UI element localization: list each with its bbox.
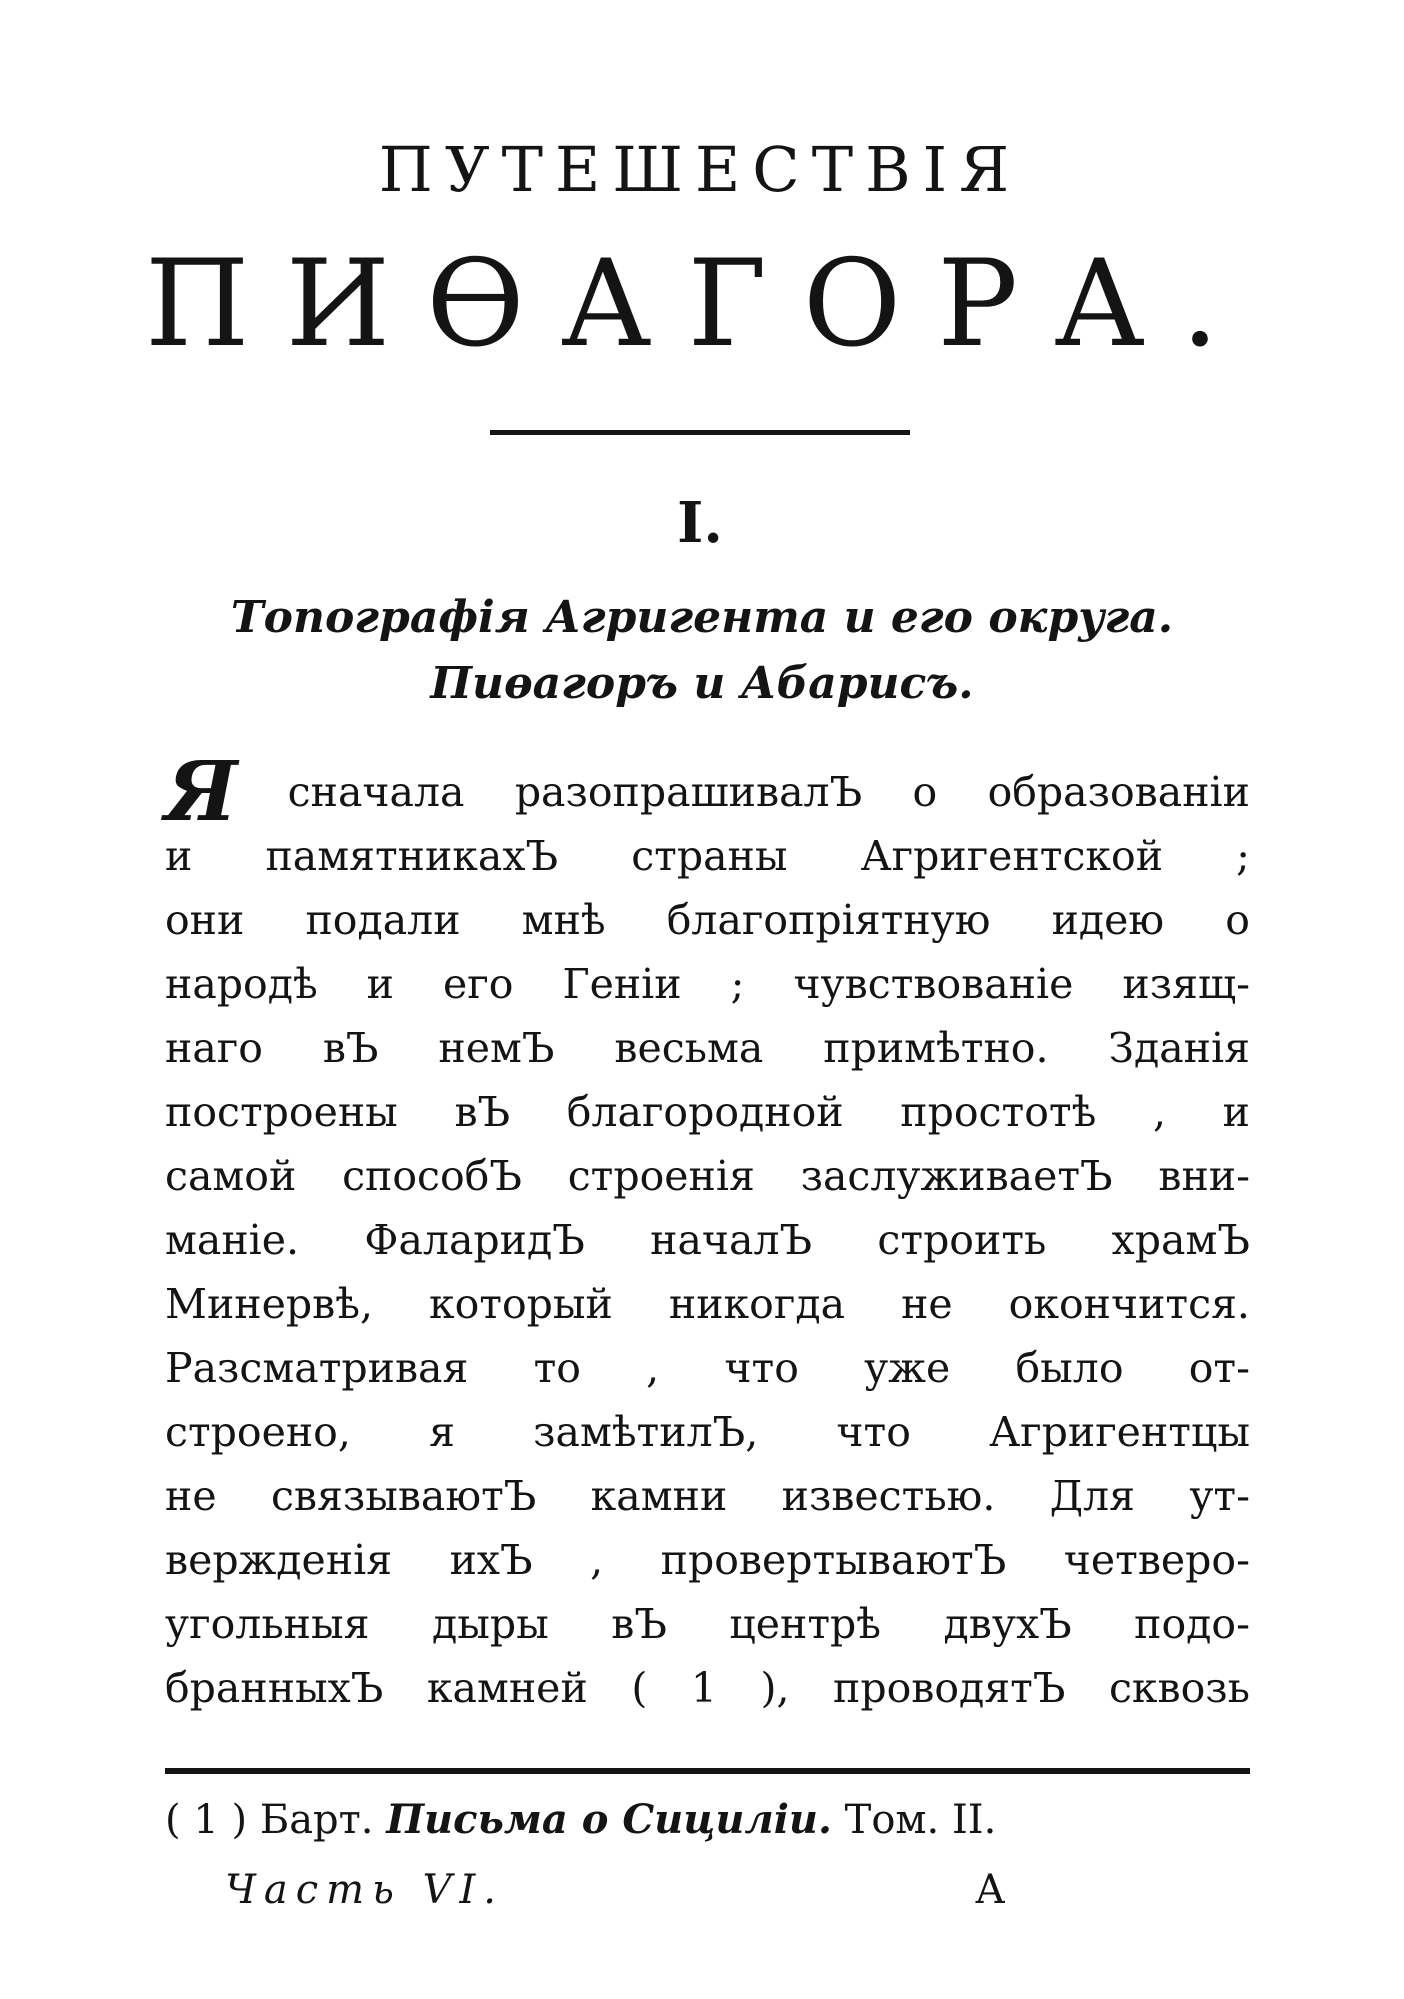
footnote-marker: ( 1 ): [165, 1797, 248, 1843]
body-word: вЪ: [454, 1088, 511, 1136]
body-word: Агригентской: [860, 832, 1164, 880]
body-word: Минервѣ,: [165, 1280, 373, 1328]
body-word: его: [443, 960, 514, 1008]
body-word: и: [1222, 1088, 1250, 1136]
body-word: ФаларидЪ: [364, 1216, 585, 1264]
body-word: 1: [690, 1664, 717, 1712]
body-word: бранныхЪ: [165, 1664, 384, 1712]
body-word: окончится.: [1008, 1280, 1250, 1328]
body-word: четверо-: [1063, 1536, 1250, 1584]
body-word: чувствованіе: [793, 960, 1074, 1008]
body-word: подали: [305, 896, 461, 944]
body-line: [165, 1464, 1250, 1528]
body-word: (: [631, 1664, 648, 1712]
body-word: от-: [1188, 1344, 1250, 1392]
body-word: примѣтно.: [823, 1024, 1049, 1072]
body-word: сквозь: [1108, 1664, 1250, 1712]
body-word: Для: [1049, 1472, 1135, 1520]
title-line-pythagoras: ПИѲАГОРА.: [144, 235, 1256, 374]
body-word: камней: [426, 1664, 588, 1712]
body-text: [165, 744, 1250, 1720]
body-word: вержденія: [165, 1536, 393, 1584]
body-word: Агригентцы: [989, 1408, 1250, 1456]
footnote-work: Письма о Сициліи.: [386, 1796, 832, 1843]
body-word: угольныя: [165, 1600, 370, 1648]
body-word: известью.: [781, 1472, 996, 1520]
chapter-title-line-1: Топографія Агригента и его округа.: [230, 592, 1174, 643]
body-word: страны: [631, 832, 788, 880]
body-word: ),: [760, 1664, 790, 1712]
signature-part: Часть VI.: [225, 1867, 504, 1913]
body-word: вЪ: [322, 1024, 379, 1072]
body-word: маніе.: [165, 1216, 300, 1264]
body-word: что: [836, 1408, 911, 1456]
body-word: ихЪ: [449, 1536, 533, 1584]
body-line: [165, 1080, 1250, 1144]
body-word: было: [1015, 1344, 1124, 1392]
body-line: [165, 1016, 1250, 1080]
footnote-volume: Том. II.: [844, 1797, 997, 1843]
chapter-number: I.: [677, 490, 723, 556]
body-word: изящ-: [1122, 960, 1250, 1008]
chapter-title-line-2: Пиѳагоръ и Абарисъ.: [430, 658, 974, 709]
body-word: связываютЪ: [270, 1472, 537, 1520]
body-word: построены: [165, 1088, 398, 1136]
body-word: Геніи: [562, 960, 682, 1008]
body-word: простотѣ: [900, 1088, 1097, 1136]
body-word: заслуживаетЪ: [800, 1152, 1113, 1200]
body-word: не: [165, 1472, 217, 1520]
signature-sheet: А: [975, 1867, 1006, 1913]
body-word: началЪ: [650, 1216, 813, 1264]
body-word: идею: [1051, 896, 1165, 944]
body-word: народѣ: [165, 960, 318, 1008]
body-line: [165, 1656, 1250, 1720]
body-word: способЪ: [342, 1152, 522, 1200]
body-line: [165, 1400, 1250, 1464]
body-word: Я: [165, 744, 238, 840]
body-word: я: [429, 1408, 455, 1456]
body-line: [165, 1592, 1250, 1656]
body-word: ;: [730, 960, 745, 1008]
body-line: [165, 744, 1250, 840]
footnote-author: Барт.: [259, 1797, 374, 1843]
body-word: который: [429, 1280, 613, 1328]
body-word: о: [912, 768, 938, 816]
body-word: ут-: [1189, 1472, 1250, 1520]
body-word: ,: [1152, 1088, 1166, 1136]
body-word: памятникахЪ: [265, 832, 559, 880]
title-line-travels: ПУТЕШЕСТВІЯ: [378, 133, 1022, 206]
body-word: и: [165, 832, 193, 880]
body-word: храмЪ: [1111, 1216, 1250, 1264]
body-word: вни-: [1158, 1152, 1250, 1200]
body-word: мнѣ: [521, 896, 606, 944]
body-word: что: [724, 1344, 799, 1392]
body-line: [165, 1272, 1250, 1336]
body-word: не: [901, 1280, 953, 1328]
body-line: [165, 1528, 1250, 1592]
body-word: немЪ: [438, 1024, 555, 1072]
body-word: камни: [590, 1472, 728, 1520]
body-word: замѣтилЪ,: [533, 1408, 759, 1456]
body-word: о: [1225, 896, 1250, 944]
title-divider: [490, 430, 910, 435]
body-word: дыры: [431, 1600, 549, 1648]
chapter-title: [120, 585, 1284, 717]
body-word: разопрашивалЪ: [514, 768, 863, 816]
body-word: ;: [1236, 832, 1250, 880]
body-word: строенія: [567, 1152, 755, 1200]
body-word: никогда: [668, 1280, 846, 1328]
body-word: строено,: [165, 1408, 351, 1456]
body-word: они: [165, 896, 245, 944]
body-word: центрѣ: [729, 1600, 882, 1648]
body-word: ,: [646, 1344, 660, 1392]
body-word: сначала: [287, 768, 465, 816]
body-word: самой: [165, 1152, 297, 1200]
footnote: [165, 1790, 1250, 1850]
body-line: [165, 888, 1250, 952]
body-word: Зданія: [1108, 1024, 1250, 1072]
body-word: образованіи: [987, 768, 1250, 816]
body-word: двухЪ: [943, 1600, 1072, 1648]
body-word: проводятЪ: [833, 1664, 1066, 1712]
body-line: [165, 1336, 1250, 1400]
body-word: Разсматривая: [165, 1344, 469, 1392]
body-word: наго: [165, 1024, 263, 1072]
body-line: [165, 1144, 1250, 1208]
body-word: то: [533, 1344, 581, 1392]
body-word: вЪ: [611, 1600, 667, 1648]
body-word: провертываютЪ: [660, 1536, 1007, 1584]
footnote-divider: [165, 1768, 1250, 1774]
body-word: подо-: [1134, 1600, 1250, 1648]
body-word: благородной: [566, 1088, 844, 1136]
body-word: весьма: [614, 1024, 764, 1072]
body-word: благопріятную: [666, 896, 991, 944]
body-word: ,: [590, 1536, 604, 1584]
body-word: уже: [864, 1344, 951, 1392]
body-word: и: [366, 960, 394, 1008]
body-line: [165, 1208, 1250, 1272]
body-line: [165, 952, 1250, 1016]
body-line: [165, 824, 1250, 888]
body-word: строить: [877, 1216, 1047, 1264]
